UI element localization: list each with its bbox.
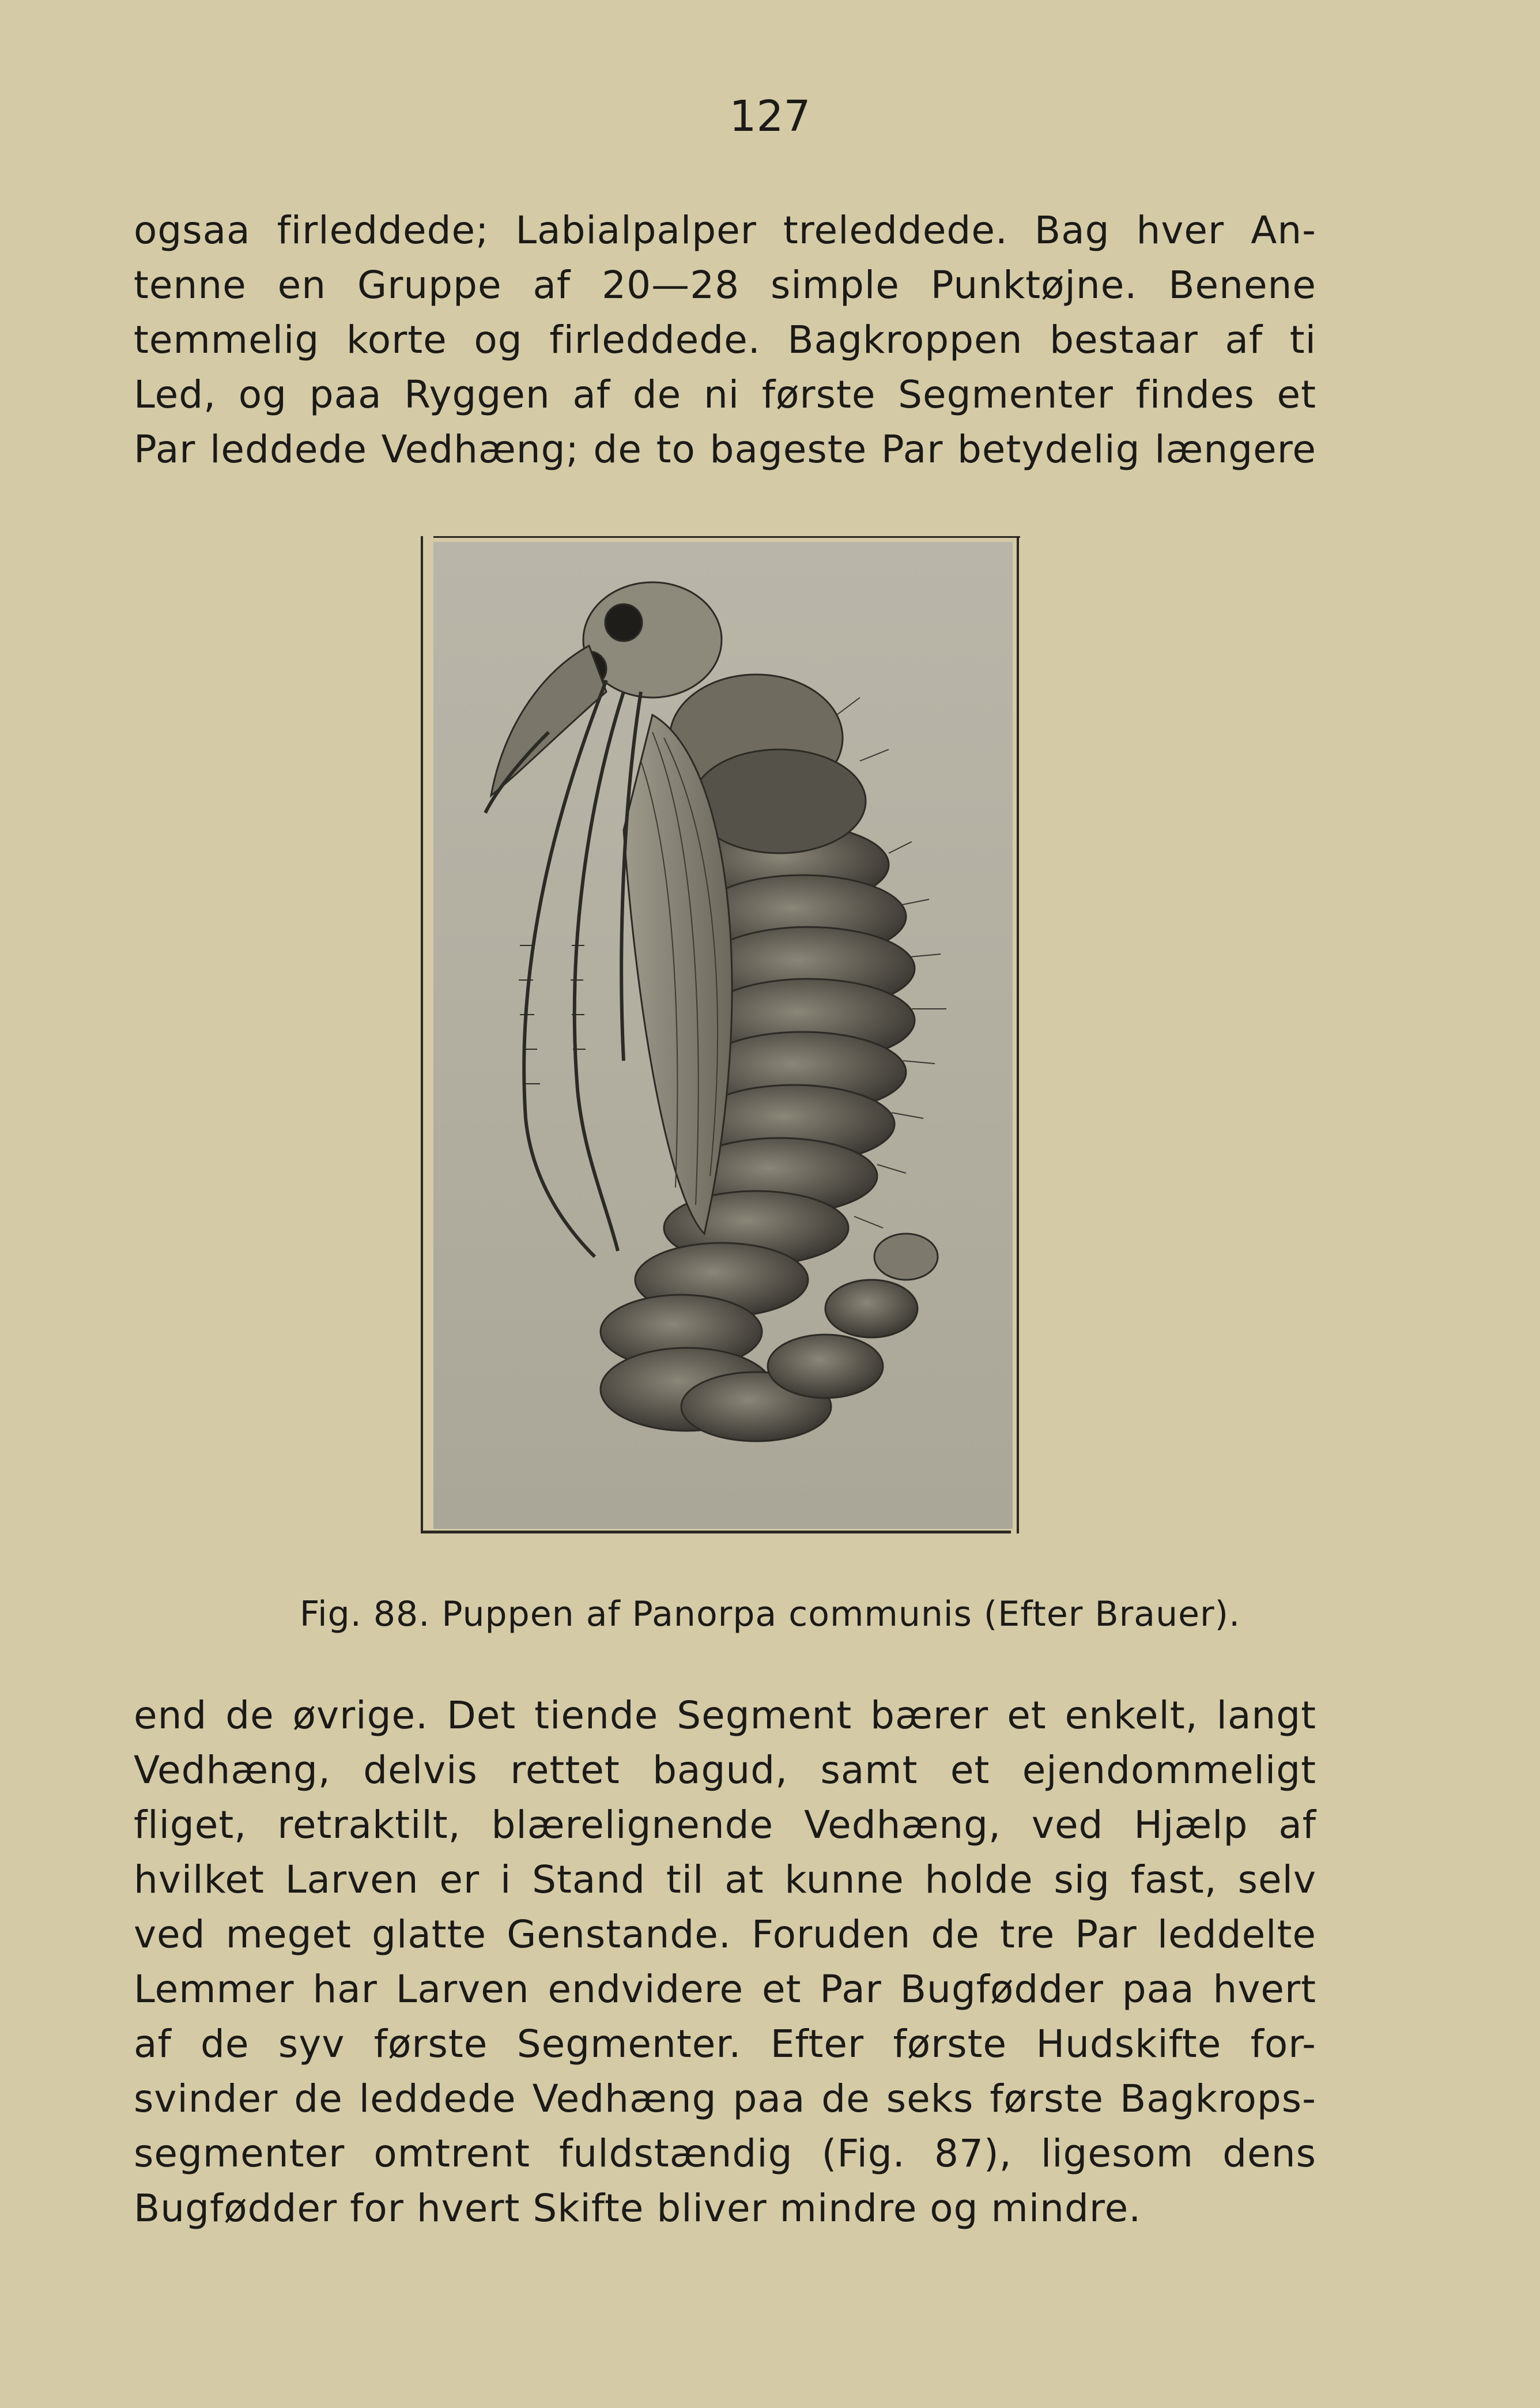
text-line: ved meget glatte Genstande. Foruden de tre Par leddelte — [134, 1912, 1316, 1957]
text-line: hvilket Larven er i Stand til at kunne holde sig fast, selv — [134, 1857, 1316, 1902]
text-line: Vedhæng, delvis rettet bagud, samt et ejendommeligt — [134, 1748, 1316, 1792]
top-paragraph — [134, 203, 1316, 477]
text-line: temmelig korte og firleddede. Bagkroppen bestaar af ti — [134, 318, 1316, 362]
text-line: fliget, retraktilt, blærelignende Vedhæng, ved Hjælp af — [134, 1803, 1316, 1847]
text-line: ogsaa firleddede; Labialpalper treleddede. Bag hver An- — [134, 208, 1316, 253]
bottom-paragraph — [134, 1688, 1316, 2236]
pupa-drawing — [433, 542, 1013, 1529]
text-line: tenne en Gruppe af 20—28 simple Punktøjne. Benene — [134, 263, 1316, 307]
text-line: Par leddede Vedhæng; de to bageste Par betydelig længere — [134, 427, 1316, 472]
pupa-illustration — [433, 542, 1013, 1529]
text-line: end de øvrige. Det tiende Segment bærer et enkelt, langt — [134, 1693, 1316, 1738]
text-line: Lemmer har Larven endvidere et Par Bugfødder paa hvert — [134, 1967, 1316, 2011]
figure-frame-top-border — [433, 536, 1020, 538]
page-number: 127 — [729, 92, 811, 141]
figure-frame-right-border — [1017, 536, 1019, 1533]
text-line: Led, og paa Ryggen af de ni første Segmenter findes et — [134, 372, 1316, 417]
text-line: svinder de leddede Vedhæng paa de seks første Bagkrops- — [134, 2077, 1316, 2121]
figure-caption: Fig. 88. Puppen af Panorpa communis (Efter Brauer). — [299, 1594, 1241, 1634]
text-line: segmenter omtrent fuldstændig (Fig. 87), ligesom dens — [134, 2131, 1316, 2176]
text-line: af de syv første Segmenter. Efter første Hudskifte for- — [134, 2022, 1316, 2066]
text-line: Bugfødder for hvert Skifte bliver mindre og mindre. — [134, 2186, 1142, 2230]
